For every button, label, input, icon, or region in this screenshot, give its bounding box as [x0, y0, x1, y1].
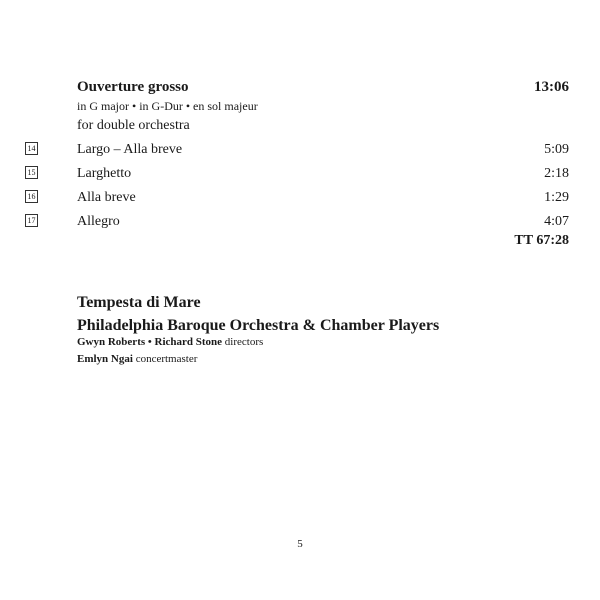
- track-duration: 2:18: [544, 166, 569, 181]
- track-title: Alla breve: [77, 190, 136, 205]
- ensemble-name: Tempesta di Mare: [77, 294, 201, 311]
- concertmaster-line: [77, 353, 197, 365]
- track-duration: 5:09: [544, 142, 569, 157]
- separator: •: [145, 336, 155, 348]
- total-time: TT 67:28: [514, 233, 569, 248]
- directors-line: [77, 336, 263, 348]
- work-title: Ouverture grosso: [77, 79, 189, 95]
- track-title: Larghetto: [77, 166, 132, 181]
- track-title: Largo – Alla breve: [77, 142, 183, 157]
- directors-role: directors: [222, 336, 264, 348]
- page-number: 5: [297, 538, 303, 550]
- work-scoring: for double orchestra: [77, 118, 190, 133]
- director-name: Gwyn Roberts: [77, 336, 146, 348]
- track-number-box: 14: [25, 142, 38, 155]
- track-duration: 1:29: [544, 190, 569, 205]
- track-title: Allegro: [77, 214, 120, 229]
- work-keys: in G major • in G-Dur • en sol majeur: [77, 99, 258, 113]
- concertmaster-role: concertmaster: [132, 353, 198, 365]
- track-number-box: 17: [25, 214, 38, 227]
- ensemble-name-secondary: Philadelphia Baroque Orchestra & Chamber Players: [77, 317, 440, 334]
- director-name: Richard Stone: [154, 336, 223, 348]
- work-duration: 13:06: [534, 79, 569, 95]
- track-number-box: 16: [25, 190, 38, 203]
- concertmaster-name: Emlyn Ngai: [77, 353, 133, 365]
- track-number-box: 15: [25, 166, 38, 179]
- track-duration: 4:07: [544, 214, 569, 229]
